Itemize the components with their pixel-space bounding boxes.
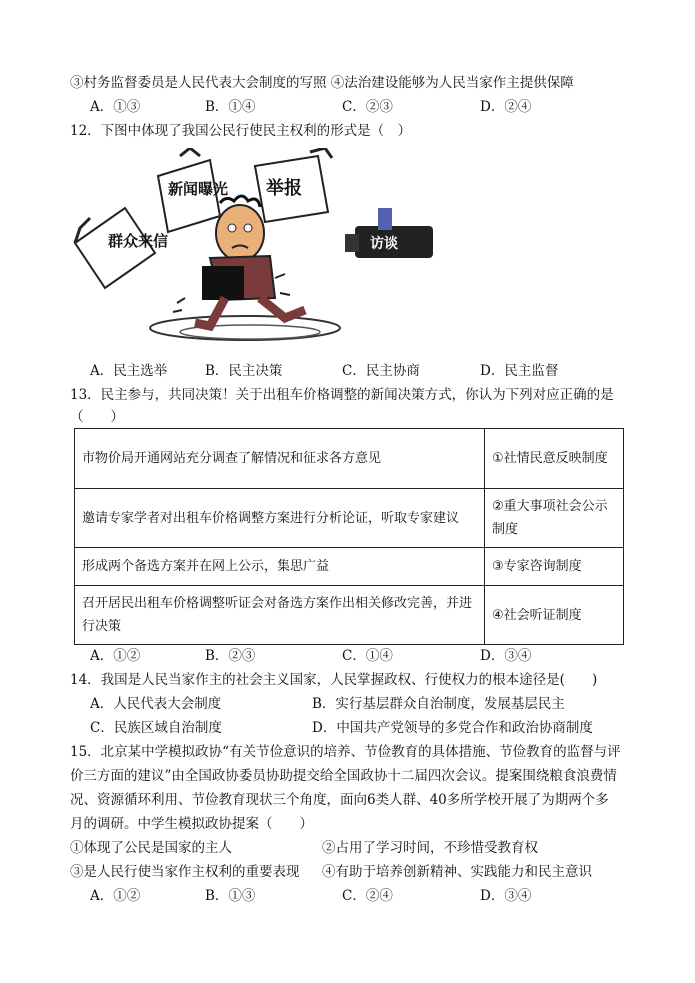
q15-option-d: D．③④ bbox=[480, 888, 532, 904]
video-camera-icon bbox=[345, 208, 433, 258]
q14-option-d: D．中国共产党领导的多党合作和政治协商制度 bbox=[312, 720, 593, 736]
report-paper-icon bbox=[255, 148, 332, 222]
letter-paper-icon bbox=[75, 208, 168, 288]
table-row bbox=[75, 429, 624, 489]
q15-option-c: C．②④ bbox=[342, 888, 393, 904]
q11-statements-line: ③村务监督委员是人民代表大会制度的写照 ④法治建设能够为人民当家作主提供保障 bbox=[70, 75, 574, 91]
q13-option-a: A．①② bbox=[90, 648, 141, 664]
q13-stem-line2: （ ） bbox=[70, 409, 124, 425]
table-row bbox=[75, 489, 624, 548]
table-row bbox=[75, 548, 624, 586]
table-cell-measure: 形成两个备选方案并在网上公示，集思广益 bbox=[75, 548, 485, 586]
q12-option-c: C．民主协商 bbox=[342, 363, 420, 379]
q11-option-a: A．①③ bbox=[90, 99, 141, 115]
q12-cartoon-illustration bbox=[70, 148, 440, 348]
table-row bbox=[75, 586, 624, 645]
q12-option-b: B．民主决策 bbox=[205, 363, 283, 379]
q15-option-b: B．①③ bbox=[205, 888, 256, 904]
table-cell-system: ②重大事项社会公示制度 bbox=[485, 489, 624, 548]
q15-statement-3: ③是人民行使当家作主权利的重要表现 bbox=[70, 864, 300, 880]
q15-stem-line3: 况、资源循环利用、节俭教育现状三个角度，面向6类人群、40多所学校开展了为期两个多 bbox=[70, 792, 609, 808]
table-cell-measure: 市物价局开通网站充分调查了解情况和征求各方意见 bbox=[75, 429, 485, 489]
q11-option-d: D．②④ bbox=[480, 99, 532, 115]
cartoon-label-news: 新闻曝光 bbox=[168, 180, 229, 198]
q11-option-b: B．①④ bbox=[205, 99, 256, 115]
q14-option-a: A．人民代表大会制度 bbox=[90, 696, 222, 712]
table-cell-measure: 召开居民出租车价格调整听证会对备选方案作出相关修改完善，并进行决策 bbox=[75, 586, 485, 645]
table-cell-measure: 邀请专家学者对出租车价格调整方案进行分析论证，听取专家建议 bbox=[75, 489, 485, 548]
cartoon-label-report: 举报 bbox=[266, 178, 302, 199]
q14-option-b: B．实行基层群众自治制度，发展基层民主 bbox=[312, 696, 565, 712]
q13-stem-line1: 13．民主参与，共同决策！关于出租车价格调整的新闻决策方式，你认为下列对应正确的是 bbox=[70, 387, 614, 403]
cartoon-label-letters: 群众来信 bbox=[108, 232, 169, 250]
q15-option-a: A．①② bbox=[90, 888, 141, 904]
q15-statement-1: ①体现了公民是国家的主人 bbox=[70, 840, 232, 856]
q13-option-b: B．②③ bbox=[205, 648, 256, 664]
cartoon-label-interview: 访谈 bbox=[370, 236, 398, 252]
q15-stem-line1: 15．北京某中学模拟政协“有关节俭意识的培养、节俭教育的具体措施、节俭教育的监督与评 bbox=[70, 744, 621, 760]
table-cell-system: ①社情民意反映制度 bbox=[485, 429, 624, 489]
q15-statement-4: ④有助于培养创新精神、实践能力和民主意识 bbox=[322, 864, 592, 880]
q13-matching-table bbox=[74, 428, 624, 645]
table-cell-system: ④社会听证制度 bbox=[485, 586, 624, 645]
q13-option-c: C．①④ bbox=[342, 648, 393, 664]
q11-option-c: C．②③ bbox=[342, 99, 393, 115]
q12-stem: 12．下图中体现了我国公民行使民主权利的形式是（ ） bbox=[70, 123, 412, 139]
q14-option-c: C．民族区域自治制度 bbox=[90, 720, 222, 736]
q12-option-a: A．民主选举 bbox=[90, 363, 168, 379]
q13-option-d: D．③④ bbox=[480, 648, 532, 664]
q15-statement-2: ②占用了学习时间，不珍惜受教育权 bbox=[322, 840, 538, 856]
q15-stem-line4: 月的调研。中学生模拟政协提案（ ） bbox=[70, 816, 313, 832]
newspaper-icon bbox=[158, 148, 228, 232]
q12-option-d: D．民主监督 bbox=[480, 363, 559, 379]
q14-stem: 14．我国是人民当家作主的社会主义国家，人民掌握政权、行使权力的根本途径是( ) bbox=[70, 672, 598, 688]
q15-stem-line2: 价三方面的建议”由全国政协委员协助提交给全国政协十二届四次会议。提案围绕粮食浪费情 bbox=[70, 768, 617, 784]
table-cell-system: ③专家咨询制度 bbox=[485, 548, 624, 586]
